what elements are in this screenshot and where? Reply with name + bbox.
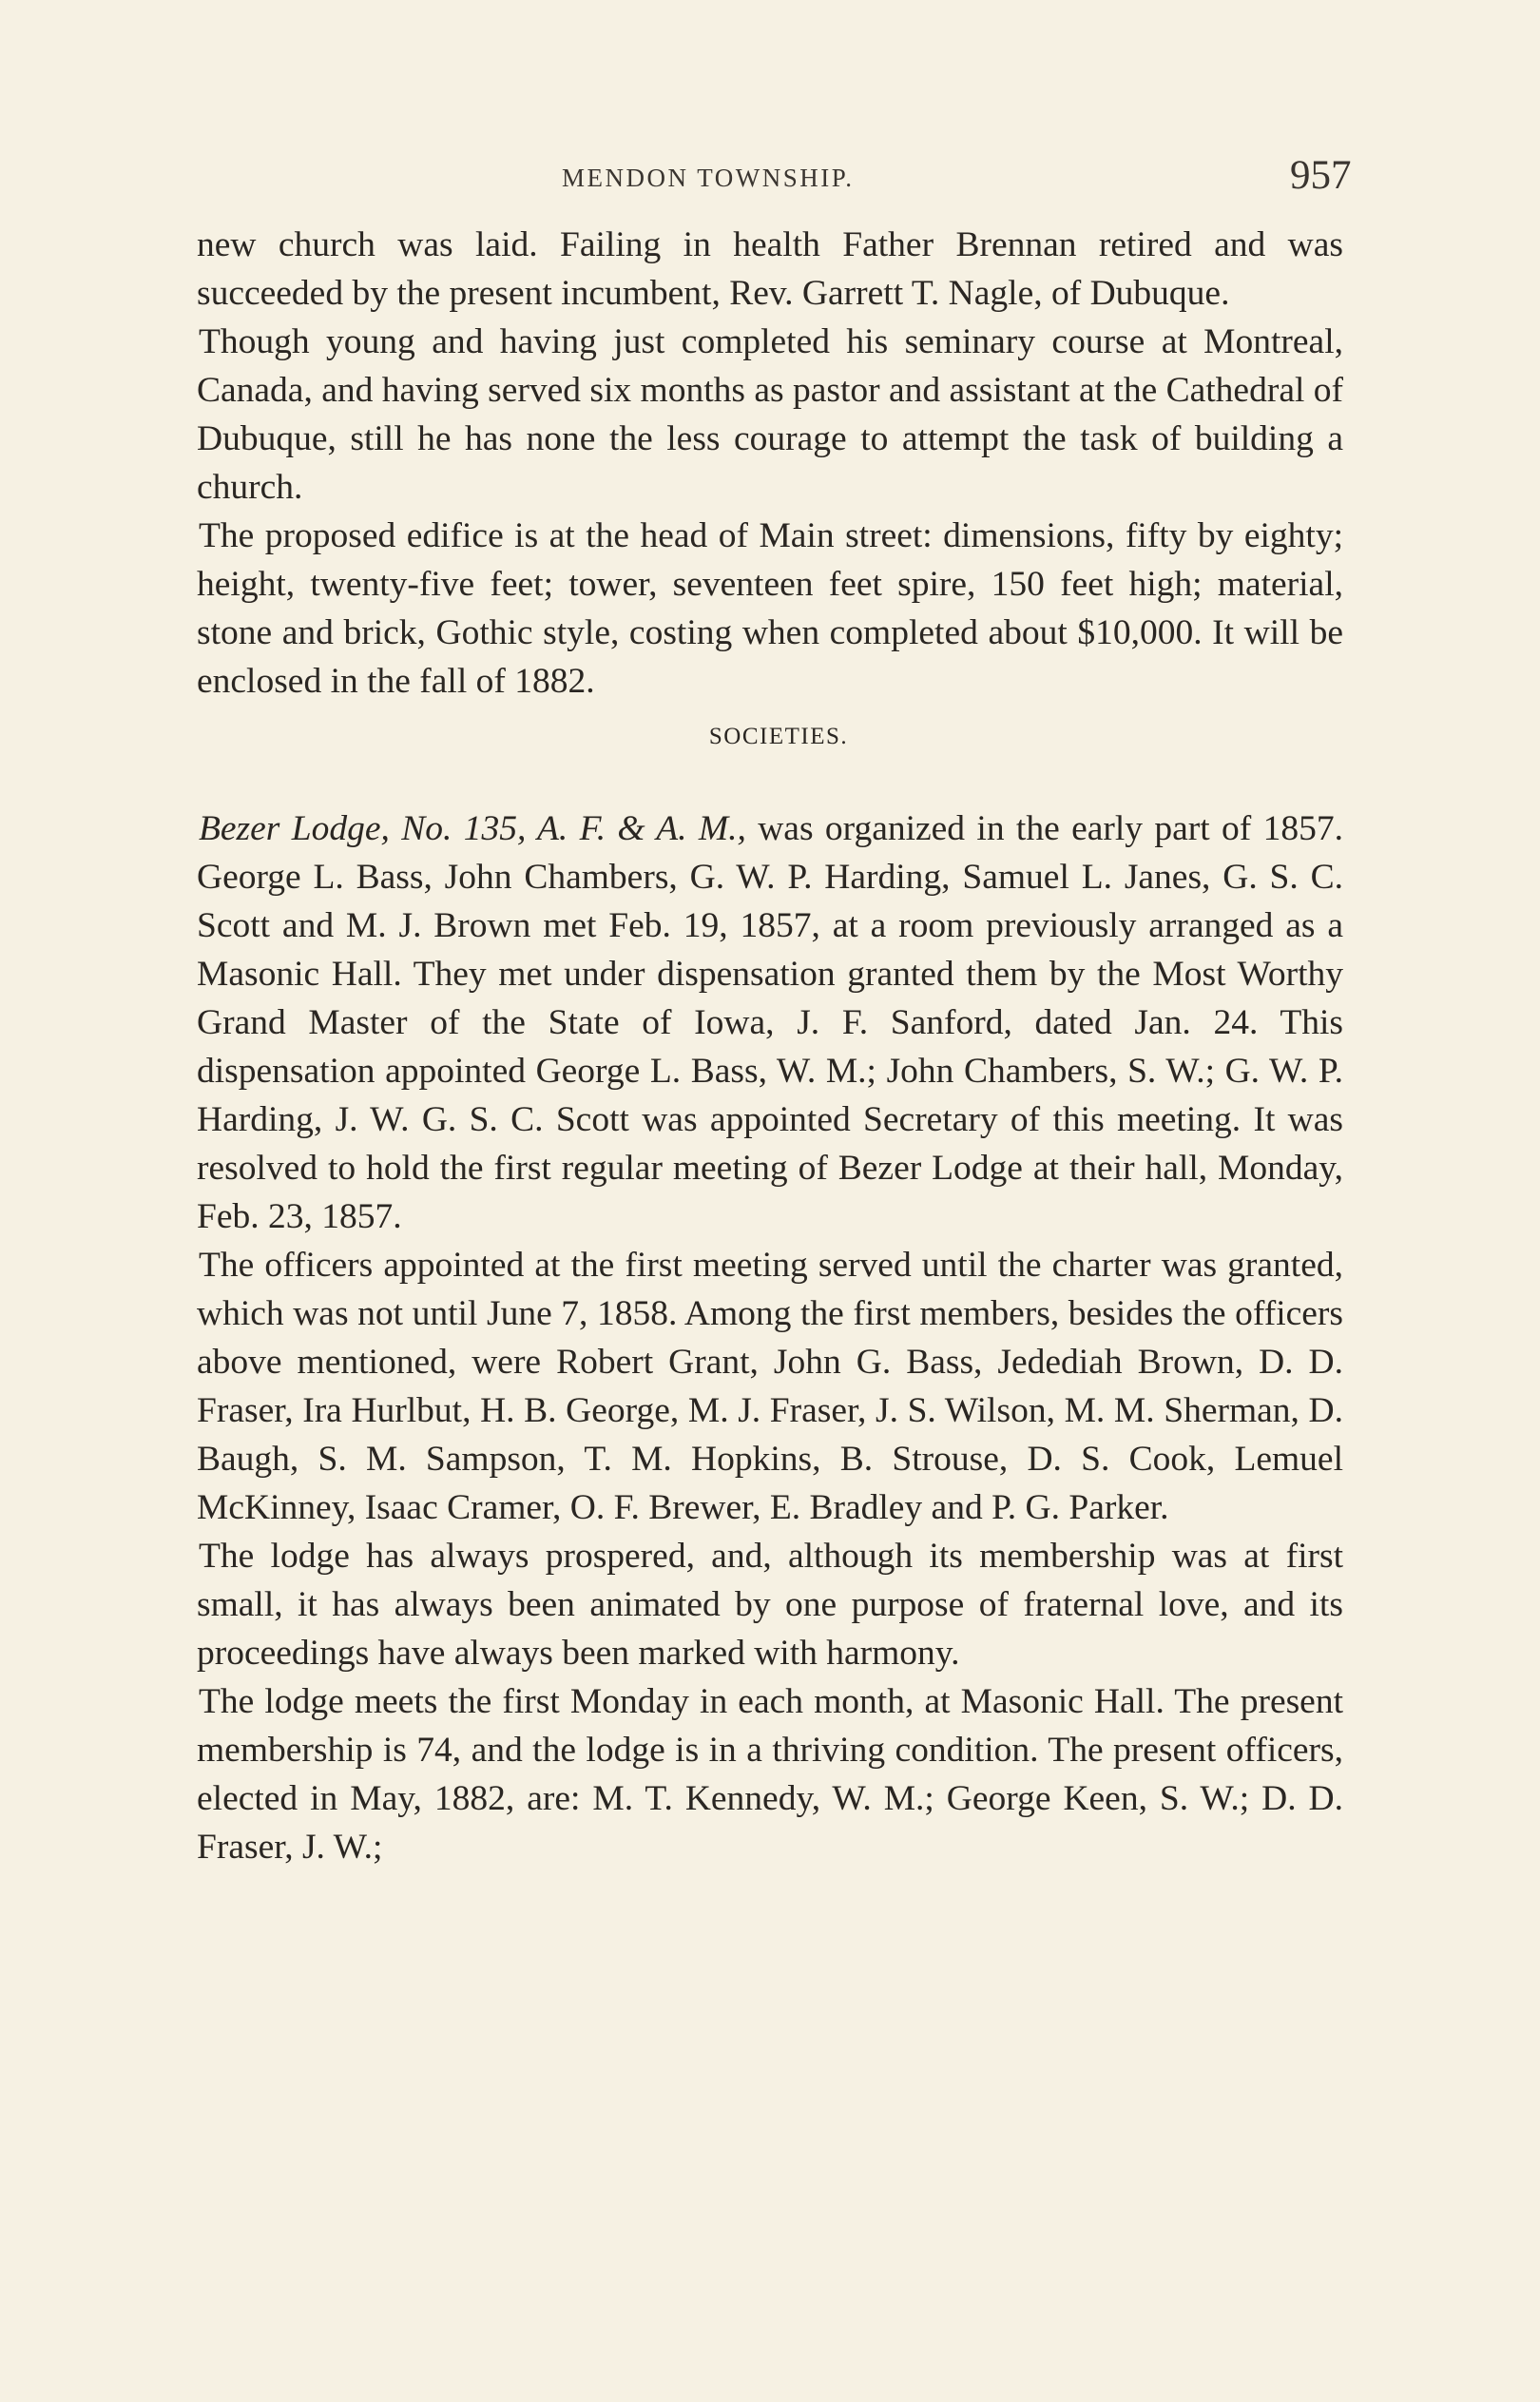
paragraph-continuation: new church was laid. Failing in health Father Brennan retired and was succeeded by the present incumbent, Rev. Garrett T. Nagle, of Dubuque. <box>197 225 1343 313</box>
paragraph-lodge-prospered: The lodge has always prospered, and, although its membership was at first small, it has always been animated by one purpose of fraternal love, and its proceedings have always been marked with harmony. <box>197 1537 1343 1673</box>
lodge-name: Bezer Lodge, No. 135, A. F. & A. M., <box>199 809 746 848</box>
page-number: 957 <box>1290 153 1352 198</box>
lodge-history-text: was organized in the early part of 1857. George L. Bass, John Chambers, G. W. P. Harding, Samuel L. Janes, G. S. C. Scott and M. J. Brown met Feb. 19, 1857, at a room previously arranged as a Masonic Hall. They met under dispensation granted them by the Most Worthy Grand Master of the State of Iowa, J. F. Sanford, dated Jan. 24. This dispensation appointed George L. Bass, W. M.; John Chambers, S. W.; G. W. P. Harding, J. W. G. S. C. Scott was appointed Secretary of this meeting. It was resolved to hold the first regular meeting of Bezer Lodge at their hall, Monday, Feb. 23, 1857. <box>197 809 1343 1236</box>
section-heading-societies: SOCIETIES. <box>708 724 849 749</box>
paragraph-bezer-lodge <box>197 804 1343 1241</box>
running-title: MENDON TOWNSHIP. <box>562 164 855 192</box>
paragraph-officers-members: The officers appointed at the first meeting served until the charter was granted, which was not until June 7, 1858. Among the first members, besides the officers above mentioned, were Robert Grant, John G. Bass, Jedediah Brown, D. D. Fraser, Ira Hurlbut, H. B. George, M. J. Fraser, J. S. Wilson, M. M. Sherman, D. Baugh, S. M. Sampson, T. M. Hopkins, B. Strouse, D. S. Cook, Lemuel McKinney, Isaac Cramer, O. F. Brewer, E. Bradley and P. G. Parker. <box>197 1246 1343 1527</box>
paragraph-young-pastor: Though young and having just completed his seminary course at Montreal, Canada, and having served six months as pastor and assistant at the Cathedral of Dubuque, still he has none the less courage to attempt the task of building a church. <box>197 322 1343 507</box>
paragraph-lodge-meetings: The lodge meets the first Monday in each month, at Masonic Hall. The present membership is 74, and the lodge is in a thriving condition. The present officers, elected in May, 1882, are: M. T. Kennedy, W. M.; George Keen, S. W.; D. D. Fraser, J. W.; <box>197 1682 1343 1867</box>
paragraph-proposed-edifice: The proposed edifice is at the head of Main street: dimensions, fifty by eighty; height, twenty-five feet; tower, seventeen feet spire, 150 feet high; material, stone and brick, Gothic style, costing when completed about $10,000. It will be enclosed in the fall of 1882. <box>197 516 1343 701</box>
body-text <box>197 221 1343 1871</box>
